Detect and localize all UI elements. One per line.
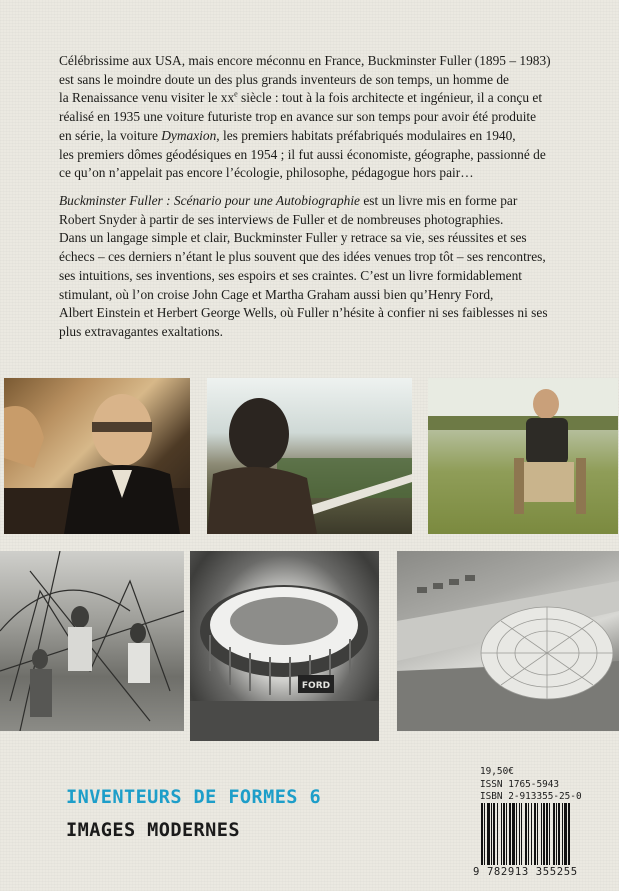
photo-fuller-gesturing-illustration (4, 378, 190, 534)
barcode-bar (491, 803, 492, 865)
superscript: e (234, 89, 238, 99)
barcode-bar (562, 803, 563, 865)
barcode-bar (564, 803, 567, 865)
photo-aerial-geodesic-dome (397, 551, 619, 731)
paragraph-line: ce qu’on n’appelait pas encore l’écologie, philosophe, pédagogue hors pair… (59, 165, 474, 181)
italic-title: Buckminster Fuller : Scénario pour une Autobiographie (59, 193, 360, 208)
paragraph-line (59, 192, 569, 211)
paragraph-line: plus extravagantes exaltations. (59, 323, 223, 339)
photo-ford-rotunda (190, 551, 379, 741)
barcode-bar (487, 803, 490, 865)
barcode-bar (516, 803, 517, 865)
barcode-bar (497, 803, 498, 865)
isbn: ISBN 2-913355-25-0 (480, 791, 582, 803)
paragraph-line: Albert Einstein et Herbert George Wells, où Fuller n’hésite à confier ni ses faiblesses ni ses (59, 305, 548, 321)
barcode-bar (501, 803, 502, 865)
paragraph-line: Dans un langage simple et clair, Buckminster Fuller y retrace sa vie, ses réussites et ses (59, 230, 527, 246)
barcode-bar (519, 803, 520, 865)
photo-fuller-gesturing (4, 378, 190, 534)
barcode-bar (531, 803, 532, 865)
photo-aerial-geodesic-dome-illustration (397, 551, 619, 731)
paragraph-line (59, 89, 569, 108)
paragraph-line: stimulant, où l’on croise John Cage et Martha Graham aussi bien qu’Henry Ford, (59, 286, 494, 302)
photo-fuller-silhouette (207, 378, 412, 534)
paragraph-line: les premiers dômes géodésiques en 1954 ; il fut aussi économiste, géographe, passionné de (59, 146, 546, 162)
line-text: la Renaissance venu visiter le xx (59, 90, 235, 106)
barcode-bar (528, 803, 529, 865)
barcode-digits: 9 782913 355255 (473, 866, 578, 878)
collection-title: IMAGES MODERNES (66, 820, 240, 841)
italic-title: Dymaxion (161, 127, 217, 143)
line-text: en série, la voiture (59, 127, 162, 143)
issn: ISSN 1765-5943 (480, 778, 560, 790)
line-text: est un livre mis en forme par (360, 193, 518, 208)
paragraph-line: Célébrissime aux USA, mais encore méconnu en France, Buckminster Fuller (1895 – 1983) (59, 53, 551, 68)
photo-fuller-seated (428, 378, 618, 534)
barcode-bar (543, 803, 545, 865)
price: 19,50€ (480, 766, 514, 777)
paragraph-line: est sans le moindre doute un des plus grands inventeurs de son temps, un homme de (59, 71, 509, 87)
barcode-bar (506, 803, 507, 865)
ford-sign-text: FORD (301, 681, 331, 691)
barcode-bar (568, 803, 570, 865)
barcode-bar (558, 803, 560, 865)
photo-geodesic-playground (0, 551, 184, 731)
paragraph-line: réalisé en 1935 une voiture futuriste trop en avance sur son temps pour avoir été produite (59, 109, 537, 125)
barcode-bar (525, 803, 527, 865)
description-paragraph-2 (59, 192, 569, 342)
barcode (479, 803, 605, 869)
price-isbn-block (480, 766, 619, 804)
photo-fuller-seated-illustration (428, 378, 618, 534)
line-text: siècle : tout à la fois architecte et ingénieur, il a conçu et (237, 90, 543, 106)
barcode-bar (509, 803, 511, 865)
barcode-bar (553, 803, 555, 865)
barcode-bar (481, 803, 483, 865)
barcode-bar (484, 803, 485, 865)
line-text: , les premiers habitats préfabriqués modulaires en 1940, (216, 127, 516, 143)
photo-ford-rotunda-illustration (190, 551, 379, 741)
paragraph-line: ses intuitions, ses inventions, ses espoirs et ses craintes. C’est un livre formidablement (59, 267, 523, 283)
paragraph-line: échecs – ces derniers n’étant le plus souvent que des idées venues trop tôt – ses rencontres, (59, 249, 546, 265)
barcode-bar (503, 803, 505, 865)
barcode-bar (556, 803, 557, 865)
barcode-bar (493, 803, 495, 865)
barcode-bar (534, 803, 536, 865)
barcode-bar (537, 803, 538, 865)
photo-fuller-silhouette-illustration (207, 378, 412, 534)
photo-geodesic-playground-illustration (0, 551, 184, 731)
barcode-bar (546, 803, 548, 865)
barcode-bar (549, 803, 550, 865)
paragraph-line (59, 127, 569, 146)
barcode-bar (521, 803, 522, 865)
series-title: INVENTEURS DE FORMES 6 (66, 787, 322, 808)
barcode-bar (541, 803, 542, 865)
barcode-bar (512, 803, 515, 865)
paragraph-line: Robert Snyder à partir de ses interviews de Fuller et de nombreuses photographies. (59, 211, 504, 227)
description-paragraph-1 (59, 52, 569, 183)
